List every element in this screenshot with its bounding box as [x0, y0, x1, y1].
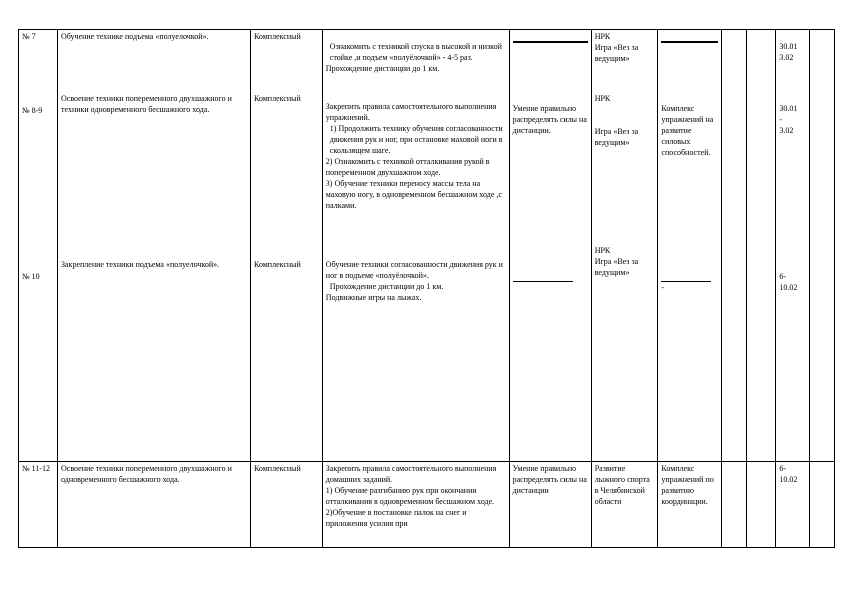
extra-line: НРК	[594, 94, 611, 103]
empty-cell	[722, 462, 747, 548]
lesson-type: Комплексный	[253, 94, 301, 103]
note-dash: -	[661, 283, 665, 292]
lesson-number: № 10	[22, 272, 40, 281]
empty-cell	[810, 462, 835, 548]
empty-line	[513, 281, 573, 282]
note-cell	[658, 30, 722, 462]
lesson-topic-cell	[58, 462, 251, 548]
lesson-type: Комплексный	[253, 464, 301, 473]
empty-cell	[722, 30, 747, 462]
empty-cell	[746, 30, 776, 462]
date-line: 6-	[779, 464, 787, 473]
lesson-type-cell	[250, 30, 322, 462]
note-text: Комплекс упражнений по развитию координации.	[661, 464, 714, 506]
lesson-type: Комплексный	[253, 260, 301, 269]
lesson-topic: Освоение техники попеременного двухшажного и одновременного бесшажного хода.	[61, 464, 232, 484]
date-line: -	[779, 115, 783, 124]
date-line: 10.02	[779, 475, 798, 484]
lesson-number: № 7	[22, 32, 36, 41]
empty-line	[513, 41, 588, 43]
date-line: 3.02	[779, 126, 794, 135]
task-line: 1) Обучение разгибанию рук при окончании отталкивания в одновременном бесшажном ходе.	[325, 486, 495, 506]
task-line: Прохождение дистанции до 1 км.	[325, 64, 440, 73]
extra-line: НРК	[594, 246, 611, 255]
extra-line: Игра «Вез за ведущим»	[594, 127, 639, 147]
skills-text: Умение правильно распределять силы на дистанции.	[512, 104, 587, 135]
skills-cell	[509, 30, 591, 462]
lesson-topic: Освоение техники попеременного двухшажного и техники одновременного бесшажного хода.	[61, 94, 232, 114]
skills-text: Умение правильно распределять силы на дистанции	[512, 464, 587, 495]
note-cell	[658, 462, 722, 548]
lesson-topic: Обучение технике подъема «полуелочкой».	[61, 32, 209, 41]
skills-cell	[509, 462, 591, 548]
extra-cell	[591, 462, 658, 548]
lesson-number: № 8-9	[22, 106, 43, 115]
task-line: Обучение техники согласованности движения рук и ног в подъеме «полуёлочкой».	[325, 260, 503, 280]
date-line: 3.02	[779, 53, 794, 62]
task-line: Прохождение дистанции до 1 км.	[329, 282, 444, 291]
task-line: Ознакомить с техникой спуска в высокой и низкой стойке ,и подъем «полуёлочкой» - 4-5 раз.	[329, 42, 502, 62]
date-cell	[776, 30, 810, 462]
task-line: Закрепить правила самостоятельного выполнения упражнений.	[325, 102, 497, 122]
lesson-number-cell	[19, 462, 58, 548]
date-line: 6-	[779, 272, 787, 281]
table-row	[19, 462, 835, 548]
extra-cell	[591, 30, 658, 462]
extra-line: Игра «Вез за ведущим»	[594, 43, 639, 63]
extra-line: Игра «Вез за ведущим»	[594, 257, 639, 277]
task-line: 3) Обучение техники переносу массы тела на маховую ногу, в одновременном бесшажном ходе ,с палками.	[325, 179, 502, 210]
lesson-number-cell	[19, 30, 58, 462]
task-line: Закрепить правила самостоятельного выполнения домашних заданий.	[325, 464, 497, 484]
task-line: 2)Обучение в постановке палок на снег и приложения усилия при	[325, 508, 467, 528]
lesson-plan-table	[18, 29, 835, 548]
lesson-tasks-cell	[322, 30, 509, 462]
lesson-number: № 11-12	[22, 464, 50, 473]
date-cell	[776, 462, 810, 548]
lesson-type-cell	[250, 462, 322, 548]
task-line: Подвижные игры на лыжах.	[325, 293, 422, 302]
date-line: 30.01	[779, 42, 798, 51]
date-line: 10.02	[779, 283, 798, 292]
table-row	[19, 30, 835, 462]
task-line: 2) Ознакомить с техникой отталкивания рукой в попеременном двухшажном ходе.	[325, 157, 490, 177]
lesson-type: Комплексный	[253, 32, 301, 41]
lesson-tasks-cell	[322, 462, 509, 548]
empty-line	[661, 41, 718, 43]
date-line: 30.01	[779, 104, 798, 113]
task-line: 1) Продолжить технику обучения согласованности движения рук и ног, при остановке маховой ноги в скользящем шаге.	[329, 124, 503, 155]
lesson-topic: Закрепление техники подъема «полуелочкой».	[61, 260, 220, 269]
empty-cell	[810, 30, 835, 462]
extra-line: Развитие лыжного спорта в Челябинской области	[594, 464, 650, 506]
note-text: Комплекс упражнений на развитие силовых способностей.	[661, 104, 714, 157]
empty-cell	[746, 462, 776, 548]
lesson-topic-cell	[58, 30, 251, 462]
extra-line: НРК	[594, 32, 611, 41]
